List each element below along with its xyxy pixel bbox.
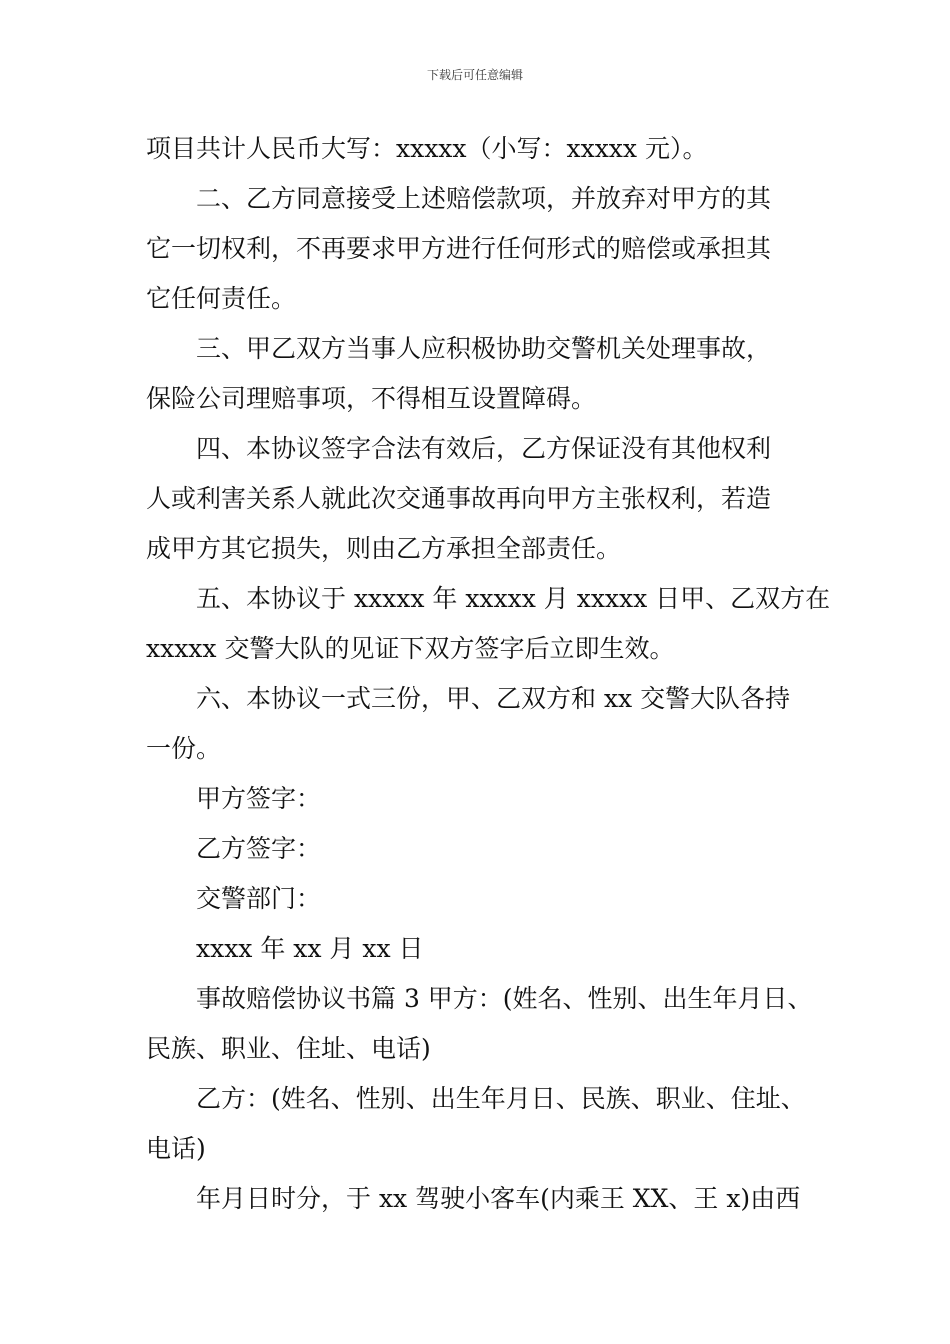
clause-3-line-1: 三、甲乙双方当事人应积极协助交警机关处理事故， (196, 334, 772, 363)
clause-4-line-1: 四、本协议签字合法有效后，乙方保证没有其他权利 (196, 434, 772, 463)
clause-6-line-2: 一份。 (146, 734, 222, 763)
party-a-signature: 甲方签字： (196, 784, 322, 813)
agreement-3-title-line-2: 民族、职业、住址、电话) (146, 1034, 431, 1063)
clause-6-line-1: 六、本协议一式三份，甲、乙双方和 xx 交警大队各持 (196, 684, 791, 713)
text-line-1: 项目共计人民币大写：xxxxx（小写：xxxxx 元）。 (146, 134, 708, 163)
clause-2-line-3: 它任何责任。 (146, 284, 297, 313)
clause-5-line-2: xxxxx 交警大队的见证下双方签字后立即生效。 (146, 634, 675, 663)
party-b-signature: 乙方签字： (196, 834, 322, 863)
party-b-info-line-1: 乙方：(姓名、性别、出生年月日、民族、职业、住址、 (196, 1084, 806, 1113)
page-header: 下载后可任意编辑 (426, 68, 523, 82)
police-department: 交警部门： (196, 884, 322, 913)
clause-3-line-2: 保险公司理赔事项，不得相互设置障碍。 (146, 384, 597, 413)
clause-4-line-2: 人或利害关系人就此次交通事故再向甲方主张权利，若造 (146, 484, 772, 513)
date-line: xxxx 年 xx 月 xx 日 (196, 934, 424, 963)
incident-description-line-1: 年月日时分，于 xx 驾驶小客车(内乘王 XX、王 x)由西 (196, 1184, 801, 1213)
agreement-3-title-line-1: 事故赔偿协议书篇 3 甲方：(姓名、性别、出生年月日、 (196, 984, 813, 1013)
clause-4-line-3: 成甲方其它损失，则由乙方承担全部责任。 (146, 534, 622, 563)
clause-5-line-1: 五、本协议于 xxxxx 年 xxxxx 月 xxxxx 日甲、乙双方在 (196, 584, 831, 613)
clause-2-line-2: 它一切权利，不再要求甲方进行任何形式的赔偿或承担其 (146, 234, 772, 263)
party-b-info-line-2: 电话) (146, 1134, 206, 1163)
clause-2-line-1: 二、乙方同意接受上述赔偿款项，并放弃对甲方的其 (196, 184, 772, 213)
